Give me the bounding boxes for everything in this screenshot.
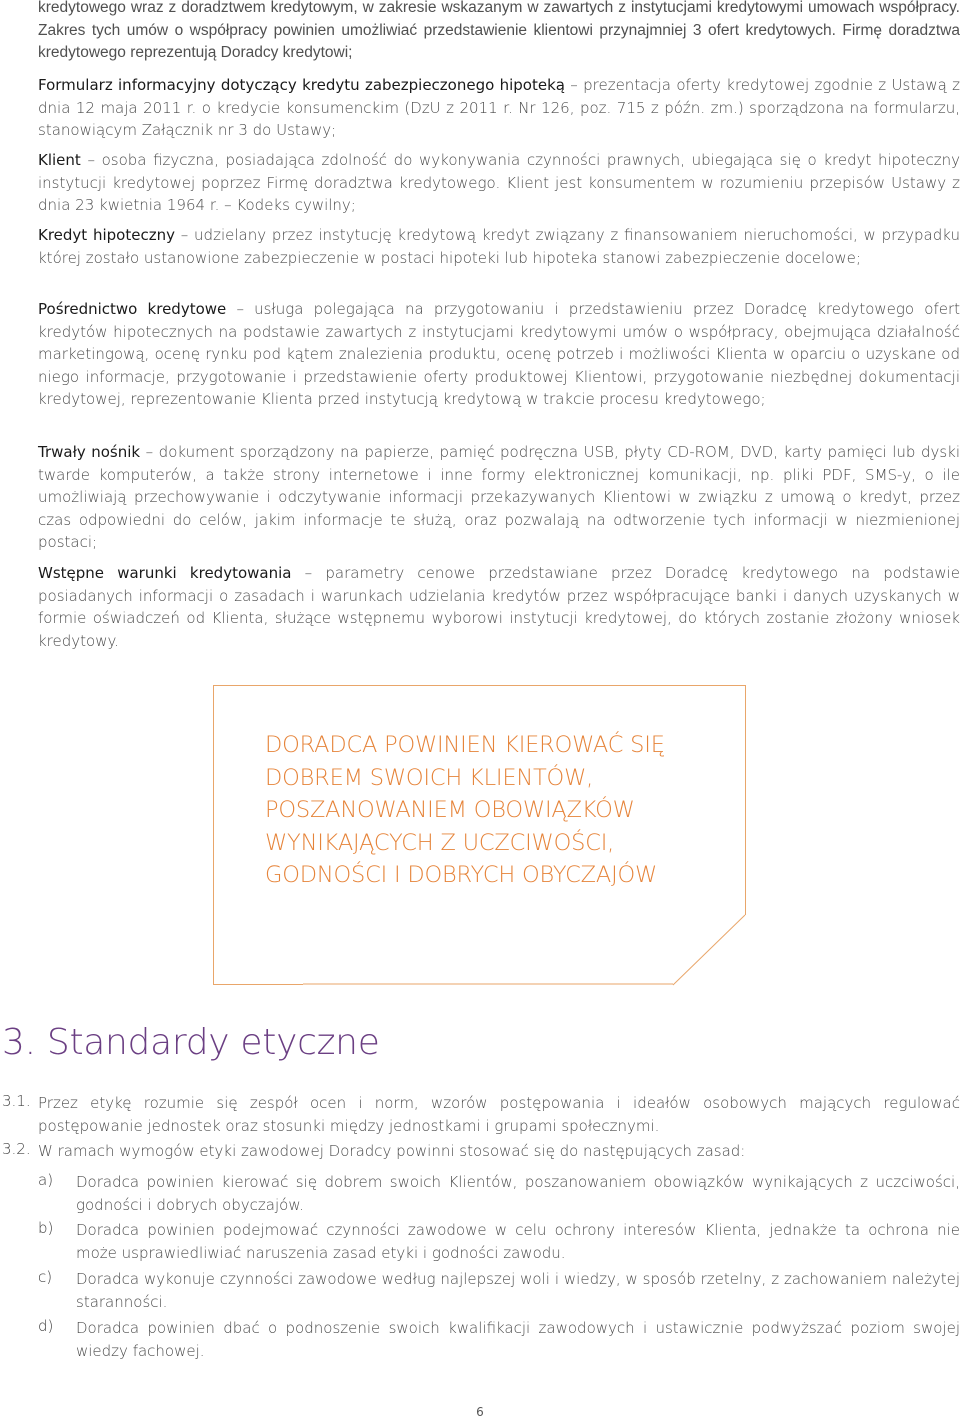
intro-paragraph: kredytowego wraz z doradztwem kredytowym, w zakresie wskazanym w zawartych z instytucjami kredytowymi umowach współpracy. Zakres tych umów o współpracy powinien umożliwiać przedstawienie klientowi przynajmniej 3 ofert kredytowych. Firmę doradztwa kredytowego reprezentują Doradcy kredytowi;	[38, 0, 960, 61]
definition-text: – udzielany przez instytucję kredytową kredyt związany z finansowaniem nieruchomości, w przypadku której zostało ustanowione zabezpieczenie w postaci hipoteki lub hipoteka stanowi zabezpieczenie docelowe;	[38, 226, 960, 267]
item-number: 3.1.	[2, 1092, 31, 1110]
item-number: 3.2.	[2, 1140, 31, 1158]
pull-quote-line: GODNOŚCI I DOBRYCH OBYCZAJÓW	[265, 862, 658, 888]
definition-text: – usługa polegająca na przygotowaniu i przedstawieniu przez Doradcę kredytowego ofert kredytów hipotecznych na podstawie zawartych z instytucjami kredytowymi umów o współpracy, obejmująca działalność marketingową, ocenę rynku pod kątem znalezienia produktu, ocenę potrzeb i możliwości Klienta w oparciu o uzyskane od niego informacje, przygotowanie i przedstawienie oferty produktowej Klientowi, przygotowanie niezbędnej dokumentacji kredytowej, reprezentowanie Klienta przed instytucją kredytową w trakcie procesu kredytowego;	[38, 300, 960, 408]
definition-kredyt-hipoteczny	[38, 224, 960, 269]
definition-term: Kredyt hipoteczny	[38, 226, 175, 244]
subitem-label: a)	[38, 1171, 54, 1189]
definition-term: Pośrednictwo kredytowe	[38, 300, 227, 318]
subitem-text: Doradca powinien podejmować czynności zawodowe w celu ochrony interesów Klienta, jednakże ta ochrona nie może usprawiedliwiać naruszenia zasad etyki i godności zawodu.	[76, 1221, 960, 1262]
item-text: W ramach wymogów etyki zawodowej Doradcy powinni stosować się do następujących zasad:	[38, 1142, 746, 1160]
definition-text: – prezentacja oferty kredytowej zgodnie z Ustawą z dnia 12 maja 2011 r. o kredycie konsumenckim (DzU z 2011 r. Nr 126, poz. 715 z późn. zm.) sporządzona na formularzu, stanowiącym Załącznik nr 3 do Ustawy;	[38, 76, 960, 139]
subitem-label: c)	[38, 1268, 53, 1286]
definition-term: Wstępne warunki kredytowania	[38, 564, 292, 582]
quote-box-right-border	[745, 685, 746, 915]
definition-klient	[38, 149, 960, 217]
page-number: 6	[476, 1405, 484, 1419]
section-heading: 3. Standardy etyczne	[2, 1022, 380, 1063]
pull-quote-line: DOBREM SWOICH KLIENTÓW,	[265, 764, 594, 791]
definition-trwaly-nosnik	[38, 441, 960, 554]
definition-text: – parametry cenowe przedstawiane przez Doradcę kredytowego na podstawie posiadanych informacji o zasadach i warunkach udzielania kredytów przez współpracujące banki i danych uzyskanych w formie oświadczeń od Klienta, służące wstępnemu wyborowi instytucji kredytowej, do których zostanie złożony wniosek kredytowy.	[38, 564, 960, 650]
subitem-text: Doradca wykonuje czynności zawodowe według najlepszej woli i wiedzy, w sposób rzetelny, z zachowaniem należytej staranności.	[76, 1270, 960, 1311]
definition-wstepne-warunki	[38, 562, 960, 652]
pull-quote-line: WYNIKAJĄCYCH Z UCZCIWOŚCI,	[265, 829, 615, 856]
subitem-label: d)	[38, 1317, 54, 1335]
definition-formularz	[38, 74, 960, 142]
subitem-label: b)	[38, 1219, 54, 1237]
subitem-text: Doradca powinien dbać o podnoszenie swoich kwalifikacji zawodowych i ustawicznie podwyższać poziom swojej wiedzy fachowej.	[76, 1319, 960, 1360]
definition-text: – osoba fizyczna, posiadająca zdolność do wykonywania czynności prawnych, ubiegająca się o kredyt hipoteczny instytucji kredytowej poprzez Firmę doradztwa kredytowego. Klient jest konsumentem w rozumieniu przepisów Ustawy z dnia 23 kwietnia 1964 r. – Kodeks cywilny;	[38, 151, 960, 214]
definition-text: – dokument sporządzony na papierze, pamięć podręczna USB, płyty CD-ROM, DVD, karty pamięci lub dyski twarde komputerów, a także strony internetowe i inne formy elektronicznej komunikacji, np. pliki PDF, SMS-y, o ile umożliwiają przechowywanie i odczytywanie informacji przekazywanych Klientowi w związku z umową o kredyt, przez czas odpowiedni do celów, jakim informacje te służą, oraz pozwalają na odtworzenie tych informacji w niezmienionej postaci;	[38, 443, 960, 551]
subitem-text: Doradca powinien kierować się dobrem swoich Klientów, poszanowaniem obowiązków wynikających z uczciwości, godności i dobrych obyczajów.	[76, 1173, 960, 1214]
pull-quote	[265, 729, 725, 892]
definition-term: Formularz informacyjny dotyczący kredytu zabezpieczonego hipoteką	[38, 76, 565, 94]
pull-quote-line: POSZANOWANIEM OBOWIĄZKÓW	[265, 797, 635, 823]
item-text: Przez etykę rozumie się zespół ocen i norm, wzorów postępowania i ideałów osobowych mających regulować postępowanie jednostek oraz stosunki między jednostkami i grupami społecznymi.	[38, 1094, 960, 1135]
definition-posrednictwo	[38, 298, 960, 411]
quote-box-corner-lines	[213, 910, 753, 990]
definition-term: Klient	[38, 151, 81, 169]
definition-term: Trwały nośnik	[38, 443, 141, 461]
pull-quote-line: DORADCA POWINIEN KIEROWAĆ SIĘ	[265, 732, 665, 758]
